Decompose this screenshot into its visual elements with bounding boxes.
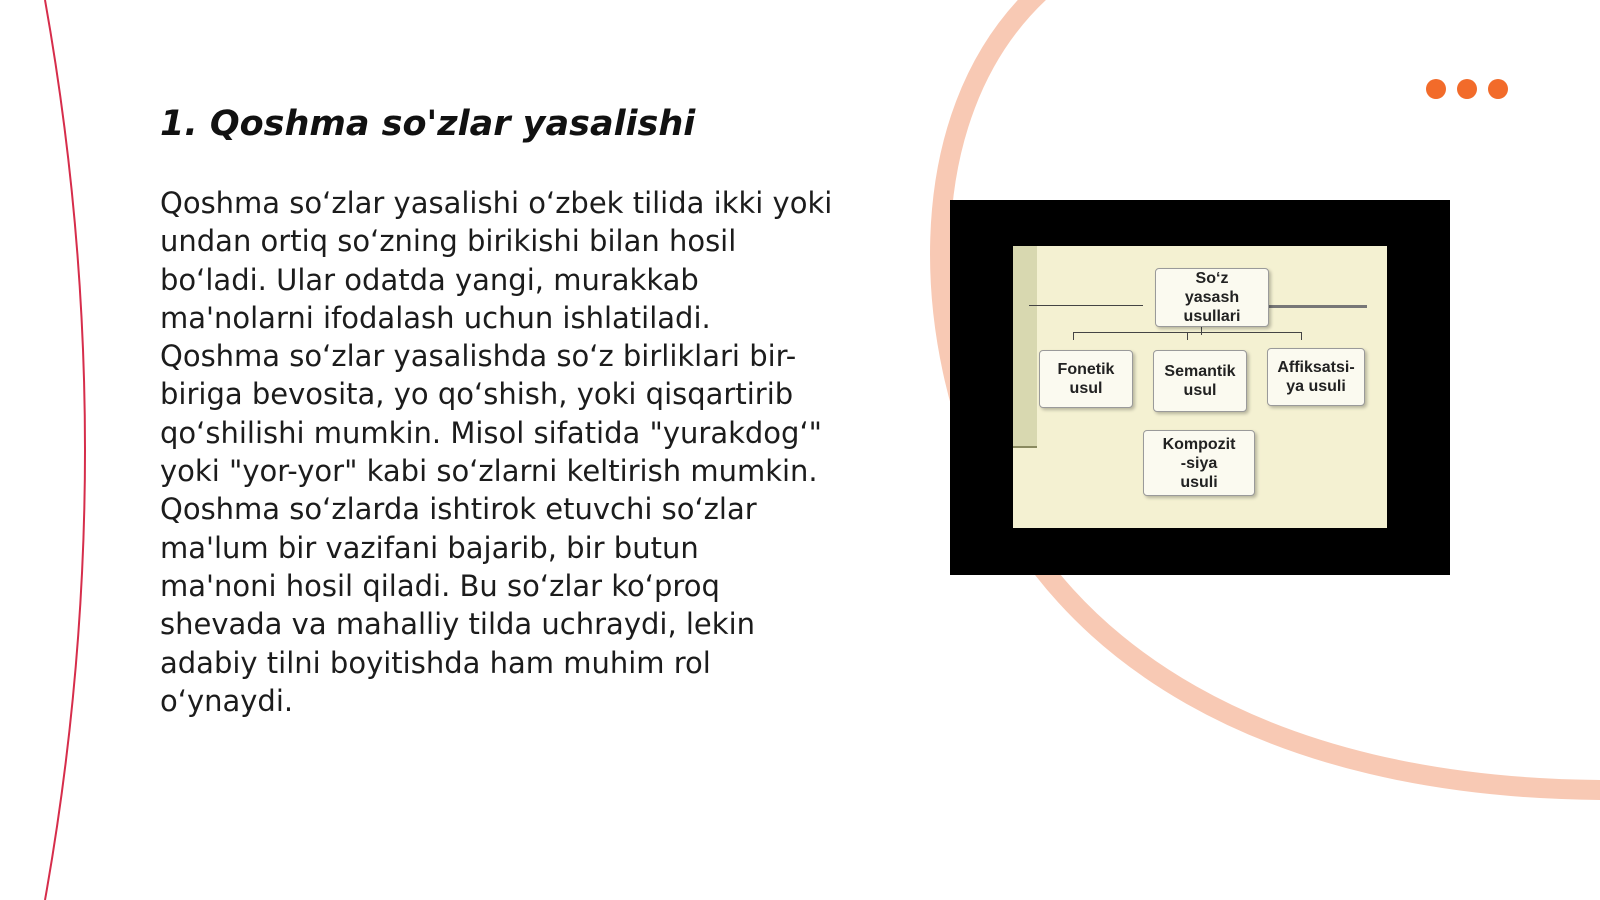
body-line: Qoshma so‘zlar yasalishda so‘z birliklari bir- <box>160 339 797 374</box>
body-line: yoki "yor-yor" kabi so‘zlarni keltirish mumkin. <box>160 454 818 489</box>
body-line: qo‘shilishi mumkin. Misol sifatida "yurakdog‘" <box>160 415 823 450</box>
connector-right-h <box>1267 305 1367 308</box>
diagram-canvas <box>1013 246 1387 528</box>
node-semantik: Semantik usul <box>1153 350 1247 412</box>
root-node: So‘z yasash usullari <box>1155 268 1269 327</box>
node-affiksatsiya: Affiksatsi- ya usuli <box>1267 348 1365 406</box>
connector-mid-v <box>1187 332 1188 340</box>
slide-body-text <box>160 184 860 720</box>
body-line: ma'nolarni ifodalash uchun ishlatiladi. <box>160 300 711 335</box>
dot-3 <box>1488 79 1508 99</box>
connector-right-v <box>1301 332 1302 340</box>
diagram-image <box>950 200 1450 575</box>
left-curve-line <box>45 0 85 900</box>
connector-left-h <box>1029 305 1143 306</box>
body-line: biriga bevosita, yo qo‘shish, yoki qisqartirib <box>160 377 794 412</box>
dot-2 <box>1457 79 1477 99</box>
menu-dots <box>1426 79 1508 99</box>
body-line: undan ortiq so‘zning birikishi bilan hosil <box>160 224 737 259</box>
node-fonetik: Fonetik usul <box>1039 350 1133 408</box>
dot-1 <box>1426 79 1446 99</box>
body-line: shevada va mahalliy tilda uchraydi, lekin <box>160 607 756 642</box>
body-line: Qoshma so‘zlar yasalishi o‘zbek tilida ikki yoki <box>160 186 833 220</box>
body-line: ma'lum bir vazifani bajarib, bir butun <box>160 530 699 565</box>
diagram-side-strip <box>1013 246 1037 448</box>
body-line: bo‘ladi. Ular odatda yangi, murakkab <box>160 262 699 297</box>
slide-title: 1. Qoshma so'zlar yasalishi <box>160 104 696 144</box>
body-line: Qoshma so‘zlarda ishtirok etuvchi so‘zlar <box>160 492 757 527</box>
body-line: adabiy tilni boyitishda ham muhim rol <box>160 645 711 680</box>
body-line: o‘ynaydi. <box>160 683 294 718</box>
body-line: ma'noni hosil qiladi. Bu so‘zlar ko‘proq <box>160 568 720 603</box>
connector-left-v <box>1073 332 1074 340</box>
node-kompozitsiya: Kompozit -siya usuli <box>1143 430 1255 496</box>
